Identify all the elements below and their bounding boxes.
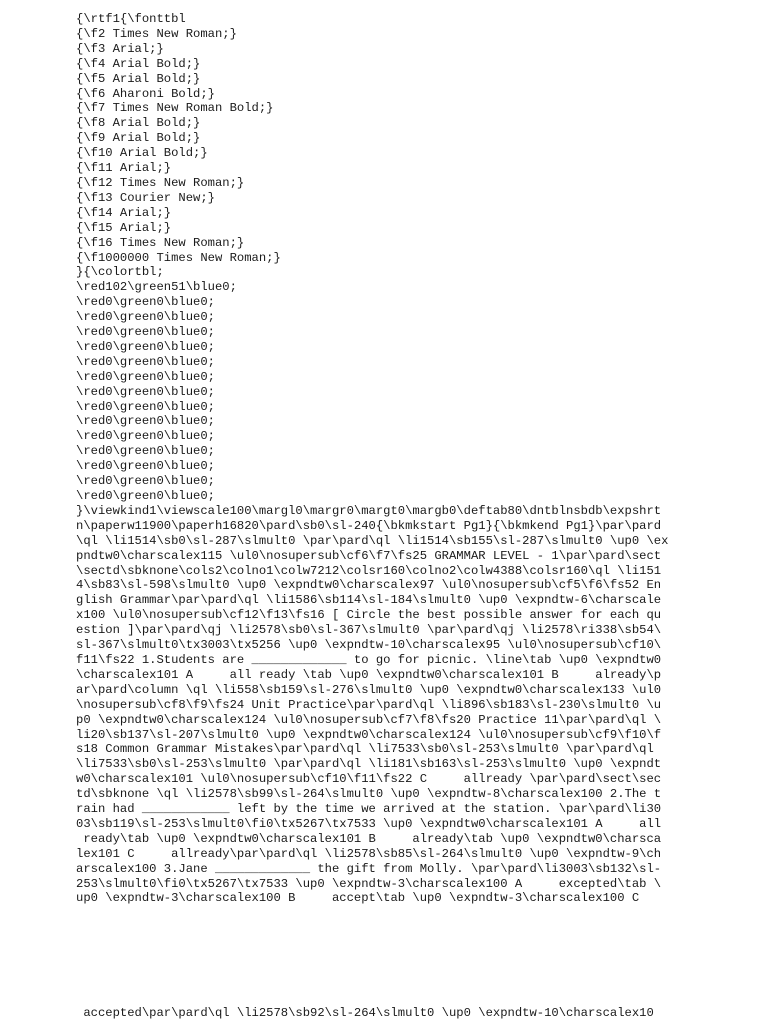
rtf-source-text-continued: accepted\par\pard\ql \li2578\sb92\sl-264\slmult0 \up0 \expndtw-10\charscalex10: [76, 1006, 654, 1020]
rtf-source-text: {\rtf1{\fonttbl {\f2 Times New Roman;} {\f3 Arial;} {\f4 Arial Bold;} {\f5 Arial Bold;} {\f6 Aharoni Bold;} {\f7 Times New Roman Bold;} {\f8 Arial Bold;} {\f9 Arial Bold;} {\f10 Arial Bold;} {\f11 Arial;} {\f12 Times New Roman;} {\f13 Courier New;} {\f14 Arial;} {\f15 Arial;} {\f16 Times New Roman;} {\f1000000 Times New Roman;} }{\colortbl; \red102\green51\blue0; \red0\green0\blue0; \red0\green0\blue0; \red0\green0\blue0; \red0\green0\blue0; \red0\green0\blue0; \red0\green0\blue0; \red0\green0\blue0; \red0\green0\blue0; \red0\green0\blue0; \red0\green0\blue0; \red0\green0\blue0; \red0\green0\blue0; \red0\green0\blue0; \red0\green0\blue0; }\viewkind1\viewscale100\margl0\margr0\margt0\margb0\deftab80\dntblnsbdb\expshrt n\paperw11900\paperh16820\pard\sb0\sl-240{\bkmkstart Pg1}{\bkmkend Pg1}\par\pard \ql \li1514\sb0\sl-287\slmult0 \par\pard\ql \li1514\sb155\sl-287\slmult0 \up0 \ex pndtw0\charscalex115 \ul0\nosupersub\cf6\f7\fs25 GRAMMAR LEVEL - 1\par\pard\sect \sectd\sbknone\cols2\colno1\colw7212\colsr160\colno2\colw4388\colsr160\ql \li151 4\sb83\sl-598\slmult0 \up0 \expndtw0\charscalex97 \ul0\nosupersub\cf5\f6\fs52 En glish Grammar\par\pard\ql \li1586\sb114\sl-184\slmult0 \up0 \expndtw-6\charscale x100 \ul0\nosupersub\cf12\f13\fs16 [ Circle the best possible answer for each qu estion ]\par\pard\qj \li2578\sb0\sl-367\slmult0 \par\pard\qj \li2578\ri338\sb54\ sl-367\slmult0\tx3003\tx5256 \up0 \expndtw-10\charscalex95 \ul0\nosupersub\cf10\ f11\fs22 1.Students are _____________ to go for picnic. \line\tab \up0 \expndtw0 \charscalex101 A all ready \tab \up0 \expndtw0\charscalex101 B already\p ar\pard\column \ql \li558\sb159\sl-276\slmult0 \up0 \expndtw0\charscalex133 \ul0 \nosupersub\cf8\f9\fs24 Unit Practice\par\pard\ql \li896\sb183\sl-230\slmult0 \u p0 \expndtw0\charscalex124 \ul0\nosupersub\cf7\f8\fs20 Practice 11\par\pard\ql \ li20\sb137\sl-207\slmult0 \up0 \expndtw0\charscalex124 \ul0\nosupersub\cf9\f10\f s18 Common Grammar Mistakes\par\pard\ql \li7533\sb0\sl-253\slmult0 \par\pard\ql \li7533\sb0\sl-253\slmult0 \par\pard\ql \li181\sb163\sl-253\slmult0 \up0 \expndt w0\charscalex101 \ul0\nosupersub\cf10\f11\fs22 C allready \par\pard\sect\sec td\sbknone \ql \li2578\sb99\sl-264\slmult0 \up0 \expndtw-8\charscalex100 2.The t rain had ____________ left by the time we arrived at the station. \par\pard\li30 03\sb119\sl-253\slmult0\fi0\tx5267\tx7533 \up0 \expndtw0\charscalex101 A all ready\tab \up0 \expndtw0\charscalex101 B already\tab \up0 \expndtw0\charsca lex101 C allready\par\pard\ql \li2578\sb85\sl-264\slmult0 \up0 \expndtw-9\ch arscalex100 3.Jane _____________ the gift from Molly. \par\pard\li3003\sb132\sl- 253\slmult0\fi0\tx5267\tx7533 \up0 \expndtw-3\charscalex100 A excepted\tab \ up0 \expndtw-3\charscalex100 B accept\tab \up0 \expndtw-3\charscalex100 C: [76, 12, 669, 906]
